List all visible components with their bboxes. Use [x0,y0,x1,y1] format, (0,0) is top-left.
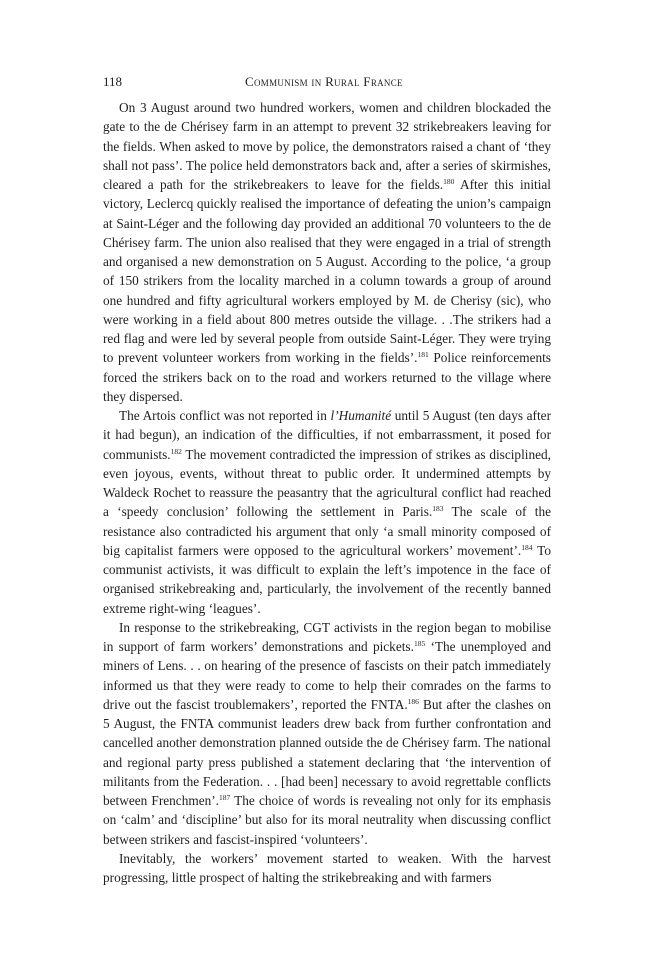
footnote-ref: 184 [521,542,533,552]
footnote-ref: 186 [407,696,419,706]
text-run: To communist activists, it was difficult to explain the left’s impotence in the face of organised strikebreaking and, particularly, the involvement of the recently banned extreme right-wing ‘leagues’. [103,542,551,616]
paragraph [103,618,551,849]
text-run: Inevitably, the workers’ movement started to weaken. With the harvest progressing, little prospect of halting the strikebreaking and with farmers [103,850,551,885]
page-number: 118 [103,74,123,89]
text-run: The choice of words is revealing not only for its emphasis on ‘calm’ and ‘discipline’ but also for its moral neutrality when discussing conflict between strikers and fascist-inspired ‘volunteers’. [103,793,551,847]
paragraph [103,406,551,618]
text-run: The Artois conflict was not reported in [119,408,331,423]
text-run: But after the clashes on 5 August, the FNTA communist leaders drew back from further confrontation and cancelled another demonstration planned outside the de Chérisey farm. The national and regional party press published a statement declaring that ‘the intervention of militants from the Federation. . . [had been] necessary to avoid regrettable conflicts between Frenchmen’. [103,696,551,808]
book-page [103,72,551,887]
text-run: Police reinforcements forced the strikers back on to the road and workers returned to the village where they dispersed. [103,350,551,404]
footnote-ref: 185 [413,639,426,648]
footnote-ref: 180 [443,177,455,186]
footnote-ref: 181 [417,350,429,360]
text-run: In response to the strikebreaking, CGT activists in the region began to mobilise in support of farm workers’ demonstrations and pickets. [103,619,551,654]
footnote-ref: 187 [219,793,231,802]
text-run: After this initial victory, Leclercq quickly realised the importance of defeating the union’s campaign at Saint-Léger and the following day provided an additional 70 volunteers to the de Chérisey farm. The union also realised that they were engaged in a trial of strength and organised a new demonstration on 5 August. According to the police, ‘a group of 150 strikers from the locality marched in a column towards a group of around one hundred and fifty agricultural workers employed by M. de Cherisy (sic), who were working in a field about 800 metres outside the village. . .The strikers had a red flag and were led by several people from outside Saint-Léger. They were trying to prevent volunteer workers from working in the fields’. [103,177,551,366]
paragraph [103,849,551,888]
running-head [103,72,551,92]
text-run: until 5 August (ten days after it had begun), an indication of the difficulties, if not embarrassment, it posed for communists. [103,408,552,462]
footnote-ref: 182 [170,446,182,456]
running-title: Communism in Rural France [245,74,403,89]
text-run: The scale of the resistance also contradicted his argument that only ‘a small minority composed of big capitalist farmers were opposed to the agricultural workers’ movement’. [103,504,552,558]
paragraph [103,98,551,406]
text-run: ‘The unemployed and miners of Lens. . . on hearing of the presence of fascists on their patch immediately informed us that they were ready to come to help their comrades on the farms to drive out the fascist troublemakers’, reported the FNTA. [103,639,551,712]
italic-title: l’Humanité [330,408,392,423]
text-run: The movement contradicted the impression of strikes as disciplined, even joyous, events, without threat to public order. It undermined attempts by Waldeck Rochet to reassure the peasantry that the agricultural conflict had reached a ‘speedy conclusion’ following the settlement in Paris. [103,446,551,520]
footnote-ref: 183 [432,504,444,514]
text-run: On 3 August around two hundred workers, women and children blockaded the gate to the de Chérisey farm in an attempt to prevent 32 strikebreakers leaving for the fields. When asked to move by police, the demonstrators raised a chant of ‘they shall not pass’. The police held demonstrators back and, after a series of skirmishes, cleared a path for the strikebreakers to leave for the fields. [103,100,551,192]
body-text [103,98,551,887]
